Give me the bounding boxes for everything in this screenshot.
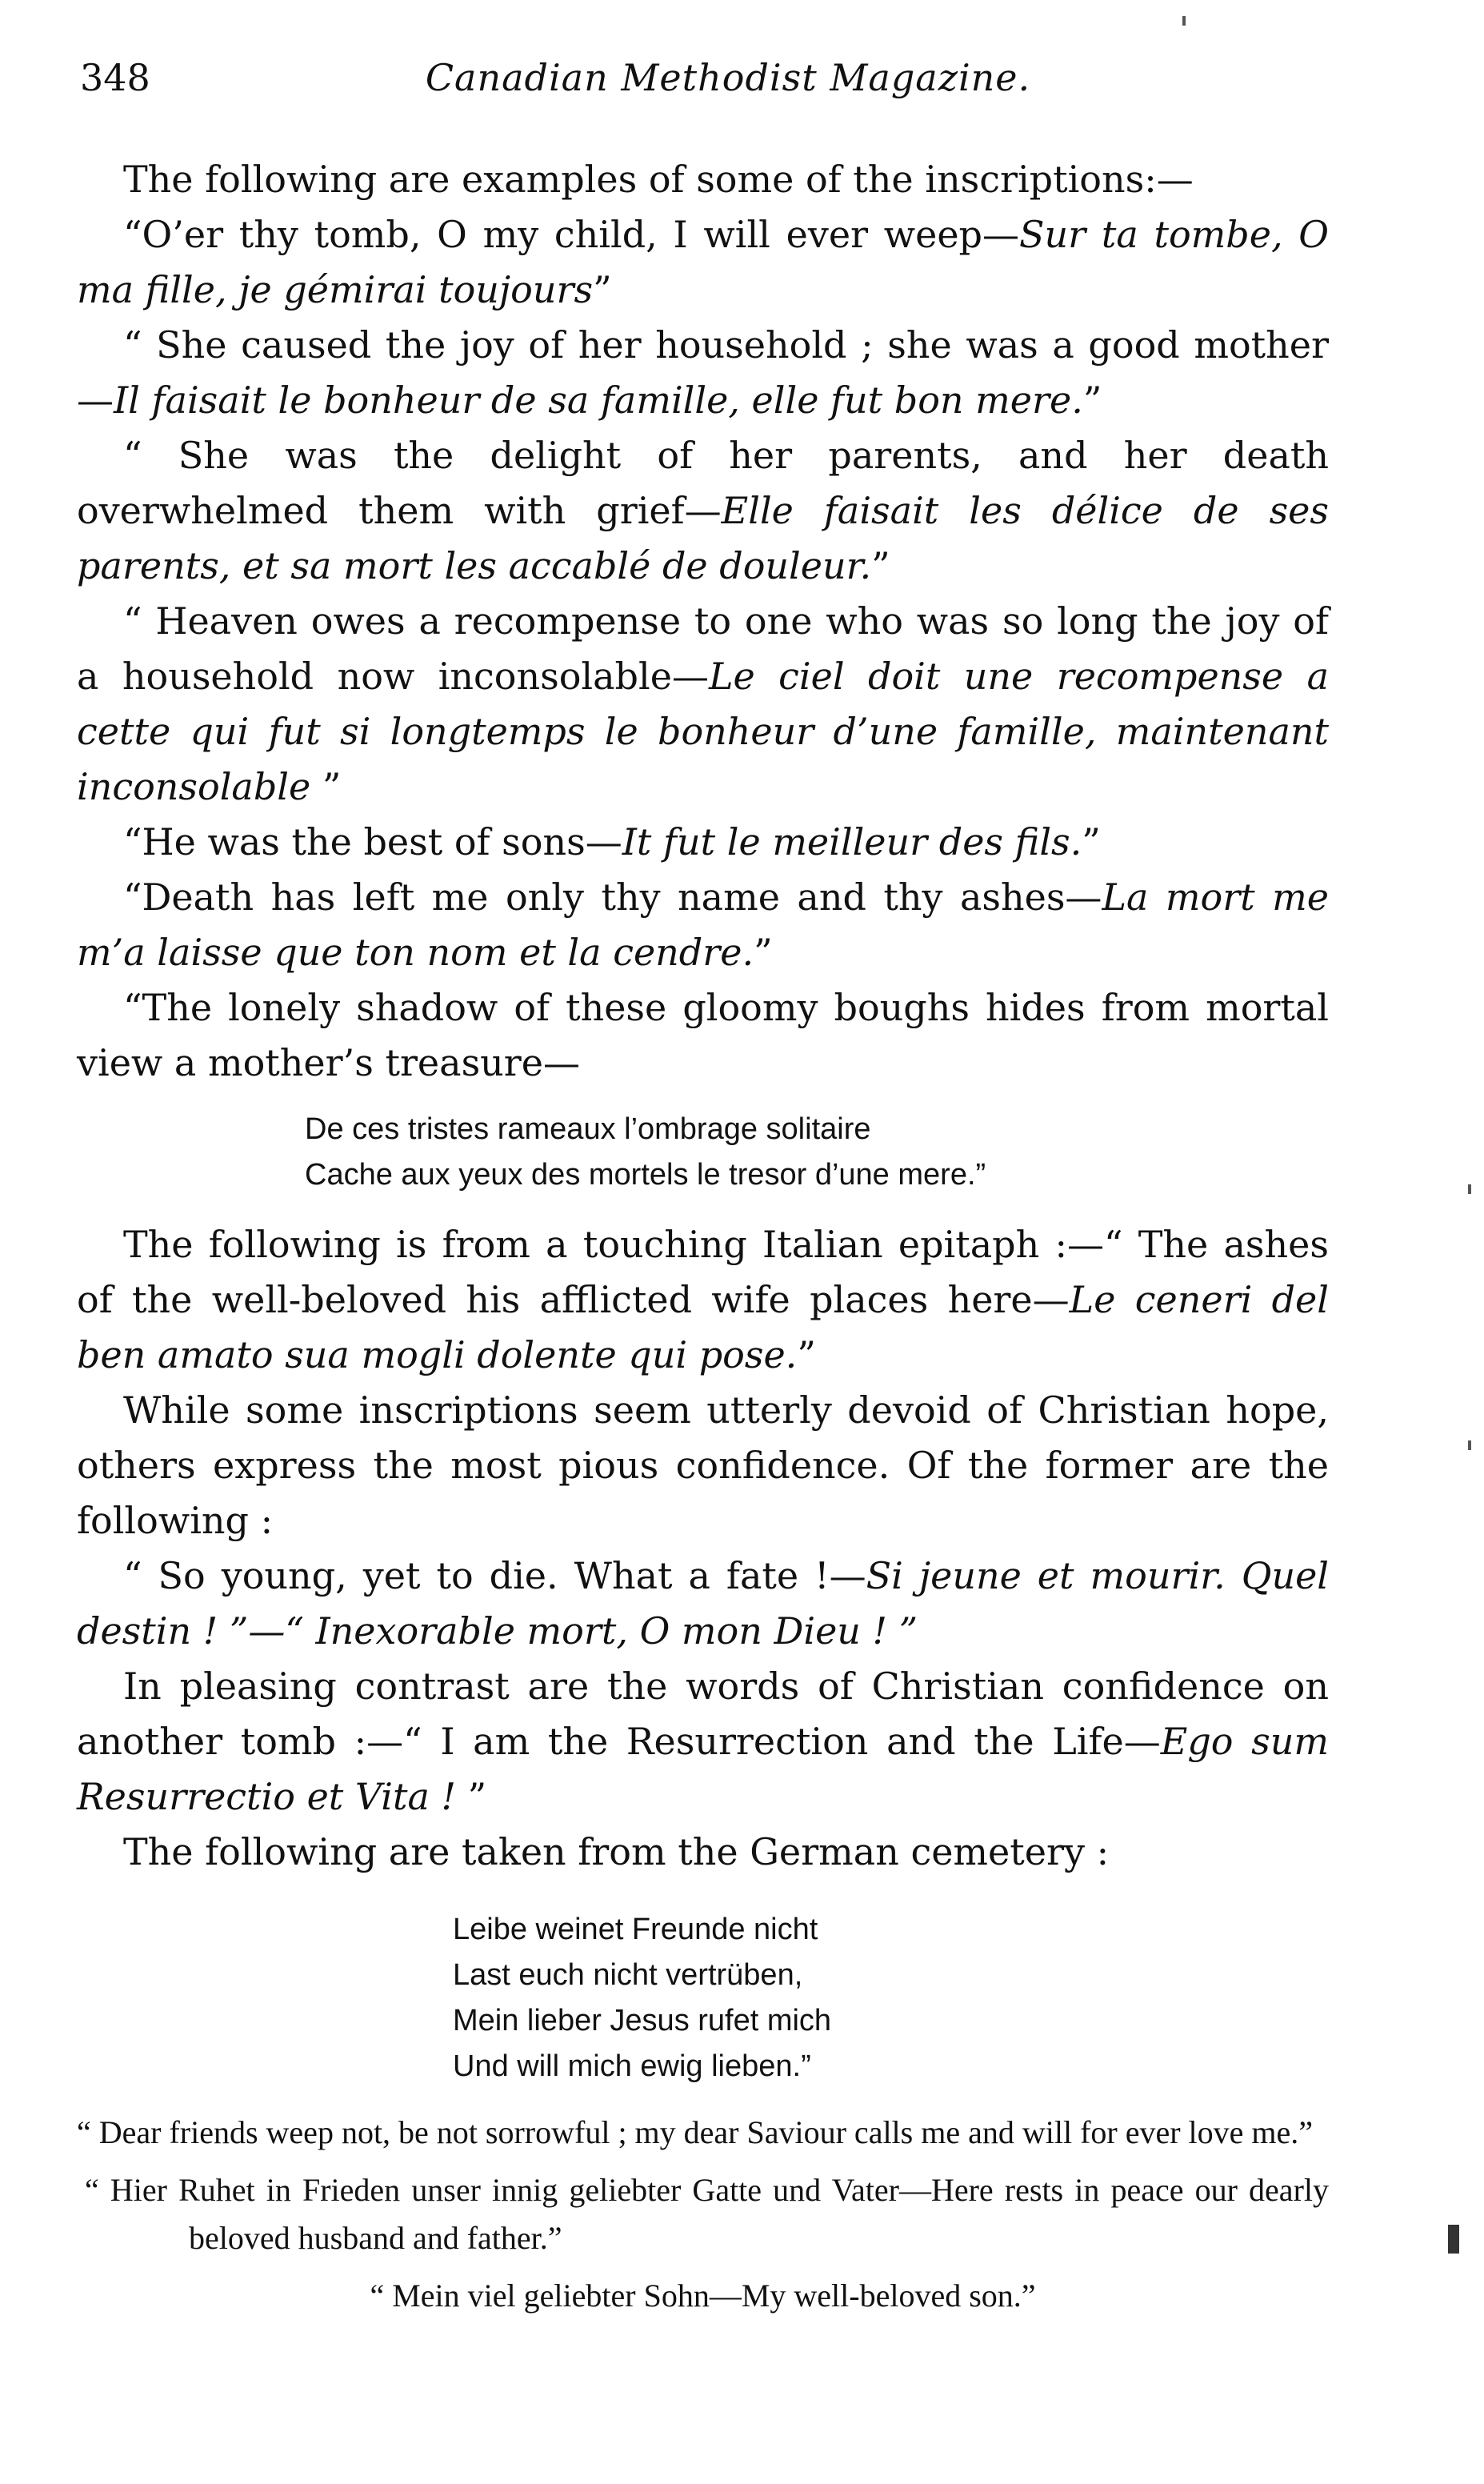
running-title: Canadian Methodist Magazine. [425, 56, 1031, 99]
verse-line: De ces tristes rameaux l’ombrage solitaire [305, 1112, 871, 1146]
inscription: “ Hier Ruhet in Frieden unser innig geliebter Gatte und Vater—Here rests in peace our dearly beloved husband and father.” [85, 2172, 1329, 2256]
paragraph: In pleasing contrast are the words of Christian confidence on another tomb :—“ I am the Resurrection and the Life—Ego sum Resurrectio et Vita ! ” [77, 1665, 1329, 1818]
closing-inscriptions [77, 2109, 1329, 2320]
paragraph: “ Heaven owes a recompense to one who was so long the joy of a household now inconsolable—Le ciel doit une recompense a cette qui fut si longtemps le bonheur d’une famille, maintenant inconsolable ” [77, 599, 1329, 808]
verse-line: Und will mich ewig lieben.” [453, 2049, 811, 2083]
inscription: “ Dear friends weep not, be not sorrowful ; my dear Saviour calls me and will for ever love me.” [77, 2114, 1314, 2150]
scan-speck [1468, 1184, 1471, 1194]
page-body [77, 152, 1329, 2320]
verse-line: Mein lieber Jesus rufet mich [453, 2004, 832, 2037]
verse-line: Leibe weinet Freunde nicht [453, 1913, 818, 1946]
paragraph: “ She was the delight of her parents, and her death overwhelmed them with grief—Elle faisait les délice de ses parents, et sa mort les accablé de douleur.” [77, 434, 1330, 587]
scan-speck [1448, 2225, 1459, 2254]
french-verse [77, 1107, 1329, 1198]
paragraph: “He was the best of sons—It fut le meilleur des fils.” [123, 820, 1101, 863]
paragraph: “O’er thy tomb, O my child, I will ever weep—Sur ta tombe, O ma fille, je gémirai toujours” [77, 213, 1329, 311]
paragraph: The following are examples of some of the inscriptions:— [123, 158, 1194, 201]
scan-speck [1182, 16, 1186, 26]
paragraph: “The lonely shadow of these gloomy boughs hides from mortal view a mother’s treasure— [77, 986, 1329, 1084]
verse-line: Last euch nicht vertrüben, [453, 1958, 803, 1992]
paragraph: “Death has left me only thy name and thy ashes—La mort me m’a laisse que ton nom et la cendre.” [77, 875, 1329, 974]
german-verse [77, 1907, 1329, 2089]
paragraph: The following are taken from the German cemetery : [123, 1830, 1110, 1873]
paragraph: While some inscriptions seem utterly devoid of Christian hope, others express the most pious confidence. Of the former are the following : [77, 1388, 1329, 1542]
inscription: “ Mein viel geliebter Sohn—My well-beloved son.” [370, 2278, 1036, 2314]
paragraph: “ So young, yet to die. What a fate !—Si jeune et mourir. Quel destin ! ”—“ Inexorable mort, O mon Dieu ! ” [77, 1554, 1329, 1653]
paragraph: The following is from a touching Italian epitaph :—“ The ashes of the well-beloved his afflicted wife places here—Le ceneri del ben amato sua mogli dolente qui pose.” [77, 1223, 1329, 1376]
paragraph: “ She caused the joy of her household ; she was a good mother —Il faisait le bonheur de sa famille, elle fut bon mere.” [77, 323, 1329, 422]
scan-speck [1468, 1440, 1471, 1450]
verse-line: Cache aux yeux des mortels le tresor d’une mere.” [305, 1158, 986, 1192]
page-header [80, 56, 1376, 112]
page-number: 348 [80, 56, 150, 99]
